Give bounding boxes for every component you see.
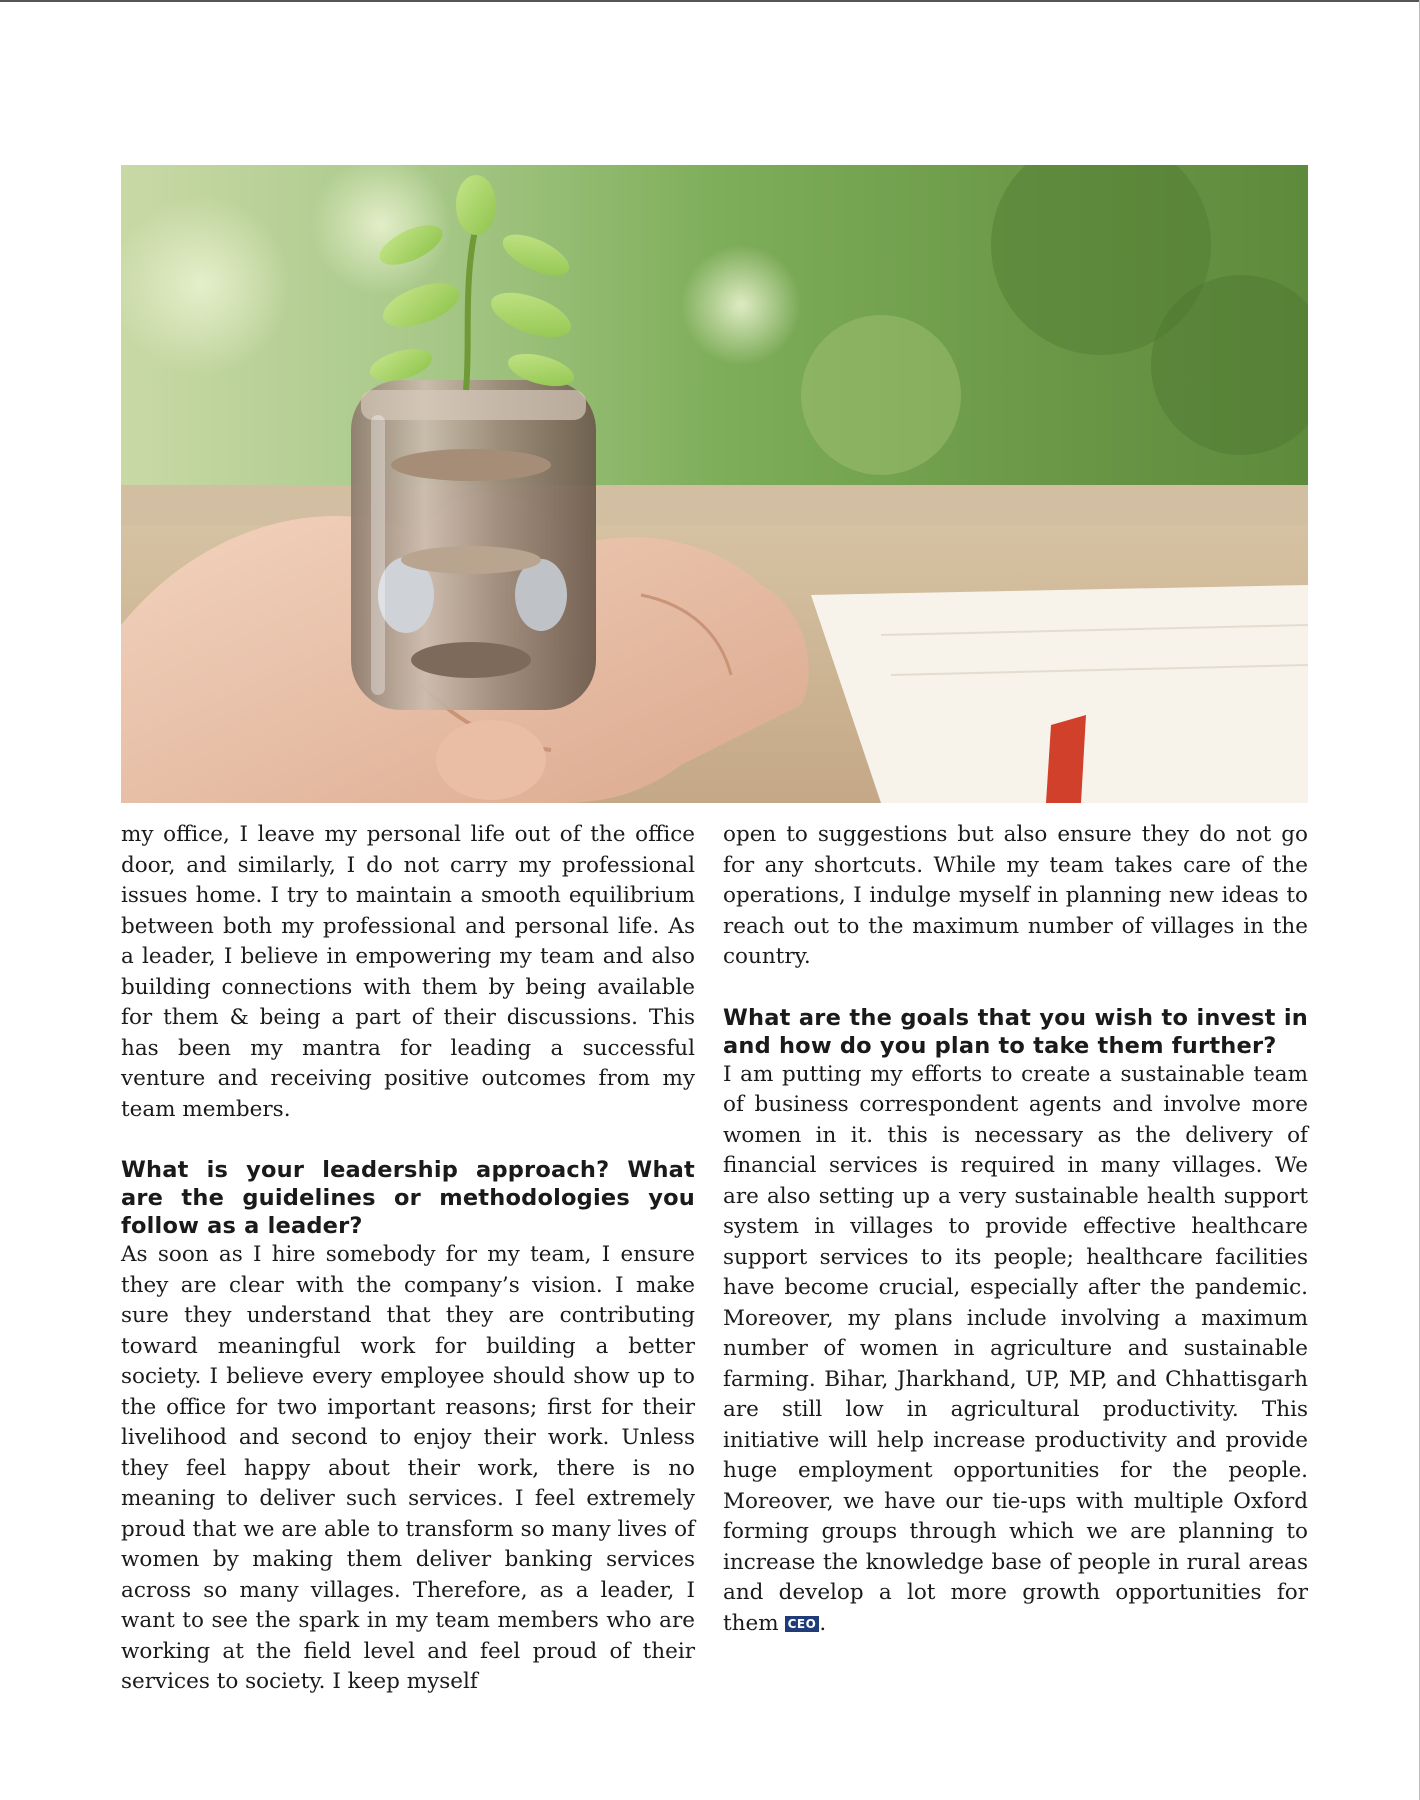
question-heading-leadership: What is your leadership approach? What are the guidelines or methodologies you follow as a leader? (121, 1157, 695, 1239)
ceo-end-mark-icon: CEO (785, 1616, 820, 1632)
paragraph-intro-left: my office, I leave my personal life out of the office door, and similarly, I do not carry my professional issues home. I try to maintain a smooth equilibrium between both my professional and personal life. As a leader, I believe in empowering my team and also building connections with them by being available for them & being a part of their discussions. This has been my mantra for leading a successful venture and receiving positive outcomes from my team members. (121, 822, 695, 1122)
answer-paragraph-goals (723, 1060, 1308, 1640)
final-period: . (819, 1610, 827, 1636)
answer-paragraph-leadership: As soon as I hire somebody for my team, I ensure they are clear with the company’s vision. I make sure they understand that they are contributing toward meaningful work for building a better society. I believe every employee should show up to the office for two important reasons; first for their livelihood and second to enjoy their work. Unless they feel happy about their work, there is no meaning to deliver such services. I feel extremely proud that we are able to transform so many lives of women by making them deliver banking services across so many villages. Therefore, as a leader, I want to see the spark in my team members who are working at the field level and feel proud of their services to society. I keep myself (121, 1242, 695, 1694)
answer-text-goals: I am putting my efforts to create a sustainable team of business correspondent agents and involve more women in it. this is necessary as the delivery of financial services is required in many villages. We are also setting up a very sustainable health support system in villages to provide effective healthcare support services to its people; healthcare facilities have become crucial, especially after the pandemic. Moreover, my plans include involving a maximum number of women in agriculture and sustainable farming. Bihar, Jharkhand, UP, MP, and Chhattisgarh are still low in agricultural productivity. This initiative will help increase productivity and provide huge employment opportunities for the people. Moreover, we have our tie-ups with multiple Oxford forming groups through which we are planning to increase the knowledge base of people in rural areas and develop a lot more growth opportunities for them (723, 1061, 1308, 1636)
question-heading-goals: What are the goals that you wish to invest in and how do you plan to take them further? (723, 1004, 1308, 1059)
spacer (121, 1125, 695, 1156)
page-top-border (0, 0, 1420, 2)
paragraph-intro-right: open to suggestions but also ensure they do not go for any shortcuts. While my team takes care of the operations, I indulge myself in planning new ideas to reach out to the maximum number of villages in the country. (723, 822, 1308, 969)
spacer (723, 973, 1308, 1004)
article-column-right (723, 820, 1308, 1639)
article-column-left (121, 820, 695, 1698)
hero-photo-hands-holding-coin-jar-with-plant (121, 165, 1308, 803)
